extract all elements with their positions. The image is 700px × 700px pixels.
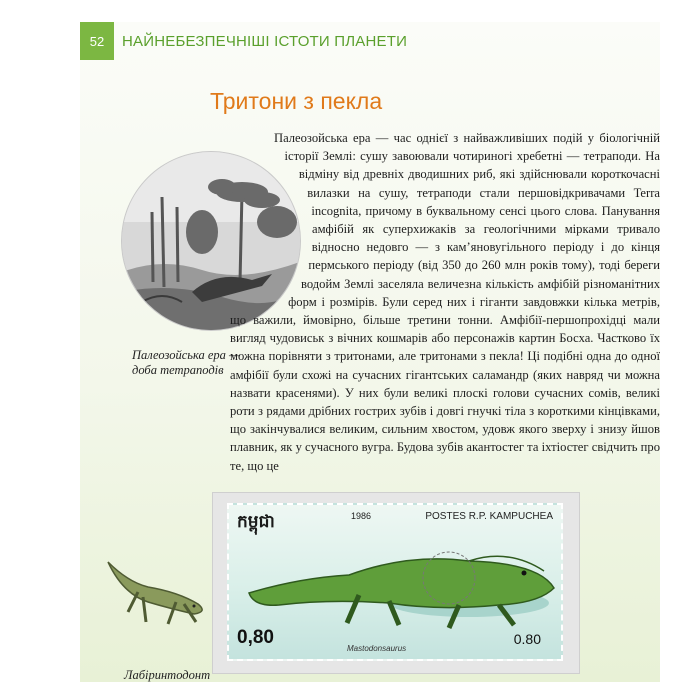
labyrinthodont-illustration	[98, 542, 218, 632]
caption-paleozoic-era: Палеозойська ера — доба тетраподів	[132, 348, 241, 377]
postage-stamp	[212, 492, 580, 674]
stamp-face	[227, 503, 563, 661]
mastodonsaurus-stamp-illustration	[239, 533, 559, 633]
stamp-species-name: Mastodonsaurus	[347, 644, 407, 653]
stamp-value-left: 0,80	[237, 627, 274, 648]
page-header	[80, 22, 660, 60]
running-title: НАЙНЕБЕЗПЕЧНІШІ ІСТОТИ ПЛАНЕТИ	[122, 32, 408, 50]
page-number: 52	[80, 22, 114, 60]
stamp-khmer-text: កម្ពុជា	[237, 512, 275, 531]
body-text	[230, 129, 660, 475]
body-paragraph: Палеозойська ера — час однієї з найважливіших подій у біологічній історії Землі: сушу завоювали чотириногі хребетні — тетраподи. На відміну від древніх дводишних риб, які здійснювали короткочасні вилазки на сушу, тетраподи стали першовідкривачами Terra incognita, причому в буквальному сенсі цього слова. Панування амфібій як суперхижаків за геологічними мірками тривало відносно недовго — з кам’яновугільного періоду і до кінця пермського періоду (від 350 до 260 млн років тому), тоді береги водойм Землі заселяла величезна кількість амфібій різноманітних форм і розмірів. Були серед них і гіганти завдовжки кілька метрів, що важили, ймовірно, більше третини тонни. Амфібії-першопрохідці мали вигляд чудовиськ з вічних кошмарів або персонажів картин Босха. Частково їх можна порівняти з тритонами, але тритонами з пекла! Ці подібні одна до одної амфібії були схожі на сучасних гігантських саламандр (яких навряд чи можна назвати красенями). У них були великі плоскі голови сучасних сомів, великі роти з рядами дрібних гострих зубів і довгі гнучкі тіла з короткими кінцівками, що закінчувалися великим, сильним хвостом, удовж якого зверху і знизу йшов плавник, як у сучасного вугра. Будова зубів акантостег та іхтіостег свідчить про те, що це	[230, 131, 660, 473]
section-title: Тритони з пекла	[210, 88, 383, 114]
stamp-value-right: 0.80	[513, 631, 541, 647]
stamp-year: 1986	[351, 511, 372, 521]
caption-labyrinthodont: Лабіринтодонт	[124, 668, 211, 682]
stamp-country: POSTES R.P. KAMPUCHEA	[425, 511, 553, 522]
book-page	[80, 22, 660, 682]
